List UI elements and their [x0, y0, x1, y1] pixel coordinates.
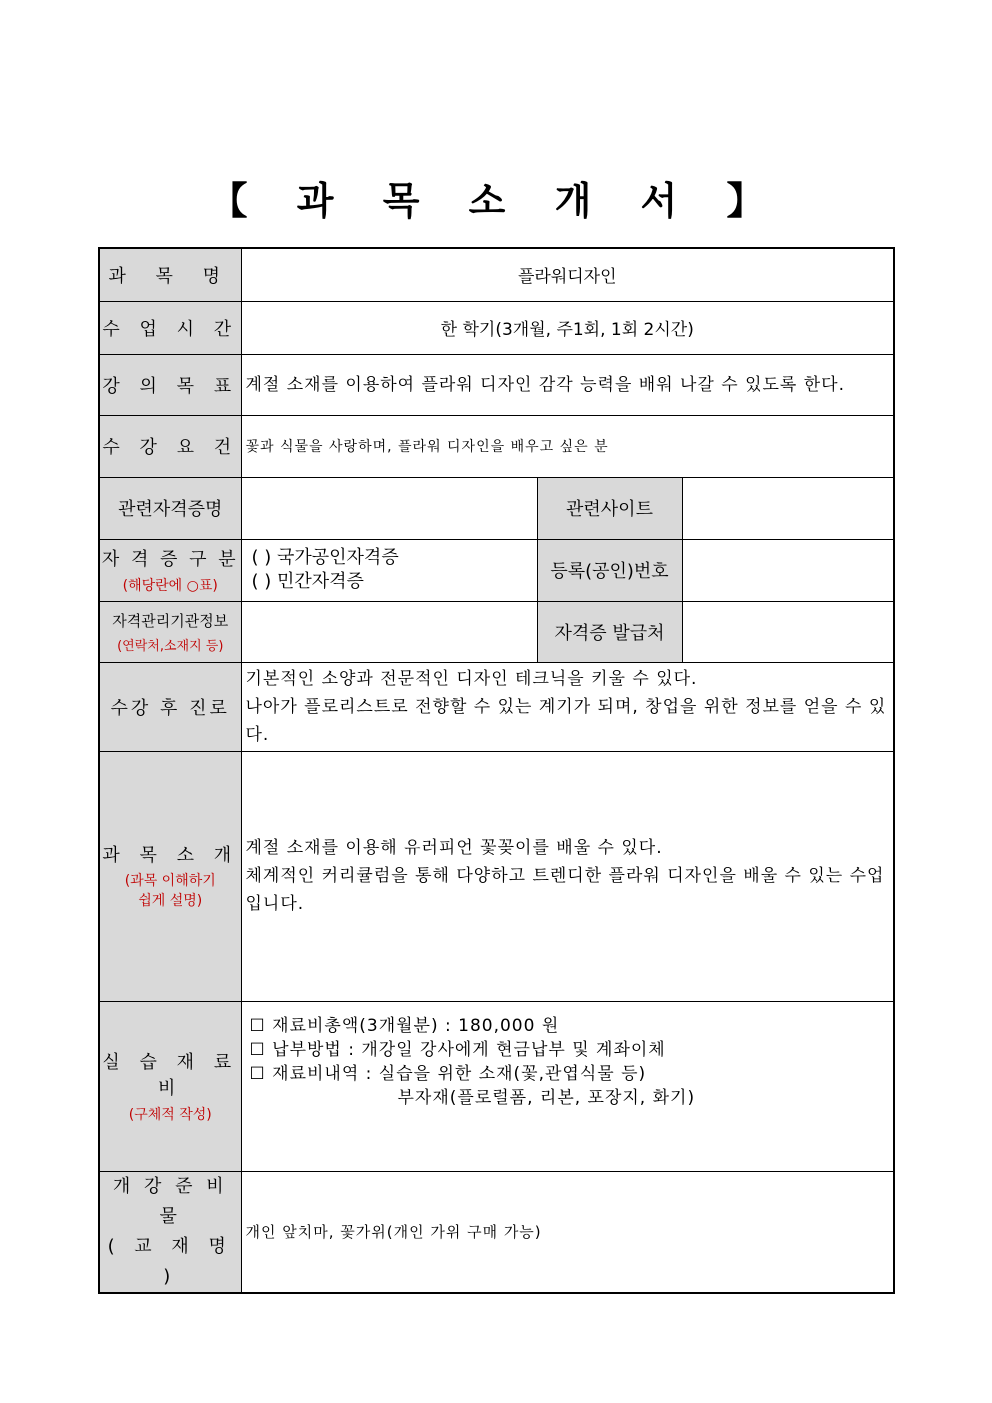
option-national-cert: ( ) 국가공인자격증: [251, 547, 399, 568]
material-details: ☐ 재료비내역 : 실습을 위한 소재(꽃,관엽식물 등): [249, 1063, 647, 1084]
cert-name-value: [241, 477, 537, 539]
reg-number-label: 등록(공인)번호: [537, 539, 682, 601]
cert-org-value: [241, 601, 537, 662]
intro-value: 계절 소재를 이용해 유러피언 꽃꽂이를 배울 수 있다. 체계적인 커리큘럼을 통해 다양하고 트렌디한 플라워 디자인을 배울 수 있는 수업입니다.: [241, 751, 894, 1001]
issuer-value: [682, 601, 894, 662]
objective-value: 계절 소재를 이용하여 플라워 디자인 감각 능력을 배워 나갈 수 있도록 한다.: [241, 354, 894, 415]
career-value: 기본적인 소양과 전문적인 디자인 테크닉을 키울 수 있다. 나아가 플로리스트로 전향할 수 있는 계기가 되며, 창업을 위한 정보를 얻을 수 있다.: [241, 662, 894, 751]
row-prep: [99, 1171, 894, 1293]
prep-value: 개인 앞치마, 꽃가위(개인 가위 구매 가능): [241, 1171, 894, 1293]
objective-label: 강 의 목 표: [99, 354, 241, 415]
course-intro-form: [98, 247, 895, 1294]
career-label: 수강 후 진로: [99, 662, 241, 751]
related-site-label: 관련사이트: [537, 477, 682, 539]
reg-number-value: [682, 539, 894, 601]
row-course-name: [99, 248, 894, 301]
cert-org-label: 자격관리기관정보 (연락처,소재지 등): [99, 601, 241, 662]
requirement-value: 꽃과 식물을 사랑하며, 플라워 디자인을 배우고 싶은 분: [241, 415, 894, 477]
cert-type-options: [241, 539, 537, 601]
row-requirement: [99, 415, 894, 477]
row-intro: [99, 751, 894, 1001]
related-site-value: [682, 477, 894, 539]
material-label: 실 습 재 료 비 (구체적 작성): [99, 1001, 241, 1171]
row-cert-name: [99, 477, 894, 539]
course-name-value: 플라워디자인: [241, 248, 894, 301]
material-total: ☐ 재료비총액(3개월분) : 180,000 원: [249, 1015, 560, 1036]
row-cert-type: [99, 539, 894, 601]
row-cert-org: [99, 601, 894, 662]
cert-type-label: 자 격 증 구 분 (해당란에 ○표): [99, 539, 241, 601]
row-material: [99, 1001, 894, 1171]
material-payment: ☐ 납부방법 : 개강일 강사에게 현금납부 및 계좌이체: [249, 1039, 666, 1060]
requirement-label: 수 강 요 건: [99, 415, 241, 477]
class-time-label: 수 업 시 간: [99, 301, 241, 354]
class-time-value: 한 학기(3개월, 주1회, 1회 2시간): [241, 301, 894, 354]
cert-name-label: 관련자격증명: [99, 477, 241, 539]
material-sub-items: 부자재(플로럴폼, 리본, 포장지, 화기): [397, 1087, 696, 1108]
option-private-cert: ( ) 민간자격증: [251, 571, 364, 592]
issuer-label: 자격증 발급처: [537, 601, 682, 662]
prep-label: 개 강 준 비 물 ( 교 재 명 ): [99, 1171, 241, 1293]
document-title: 【 과 목 소 개 서 】: [209, 179, 783, 223]
intro-label: 과 목 소 개 (과목 이해하기 쉽게 설명): [99, 751, 241, 1001]
row-career: [99, 662, 894, 751]
row-class-time: [99, 301, 894, 354]
course-name-label: 과 목 명: [99, 248, 241, 301]
material-value: [241, 1001, 894, 1171]
row-objective: [99, 354, 894, 415]
